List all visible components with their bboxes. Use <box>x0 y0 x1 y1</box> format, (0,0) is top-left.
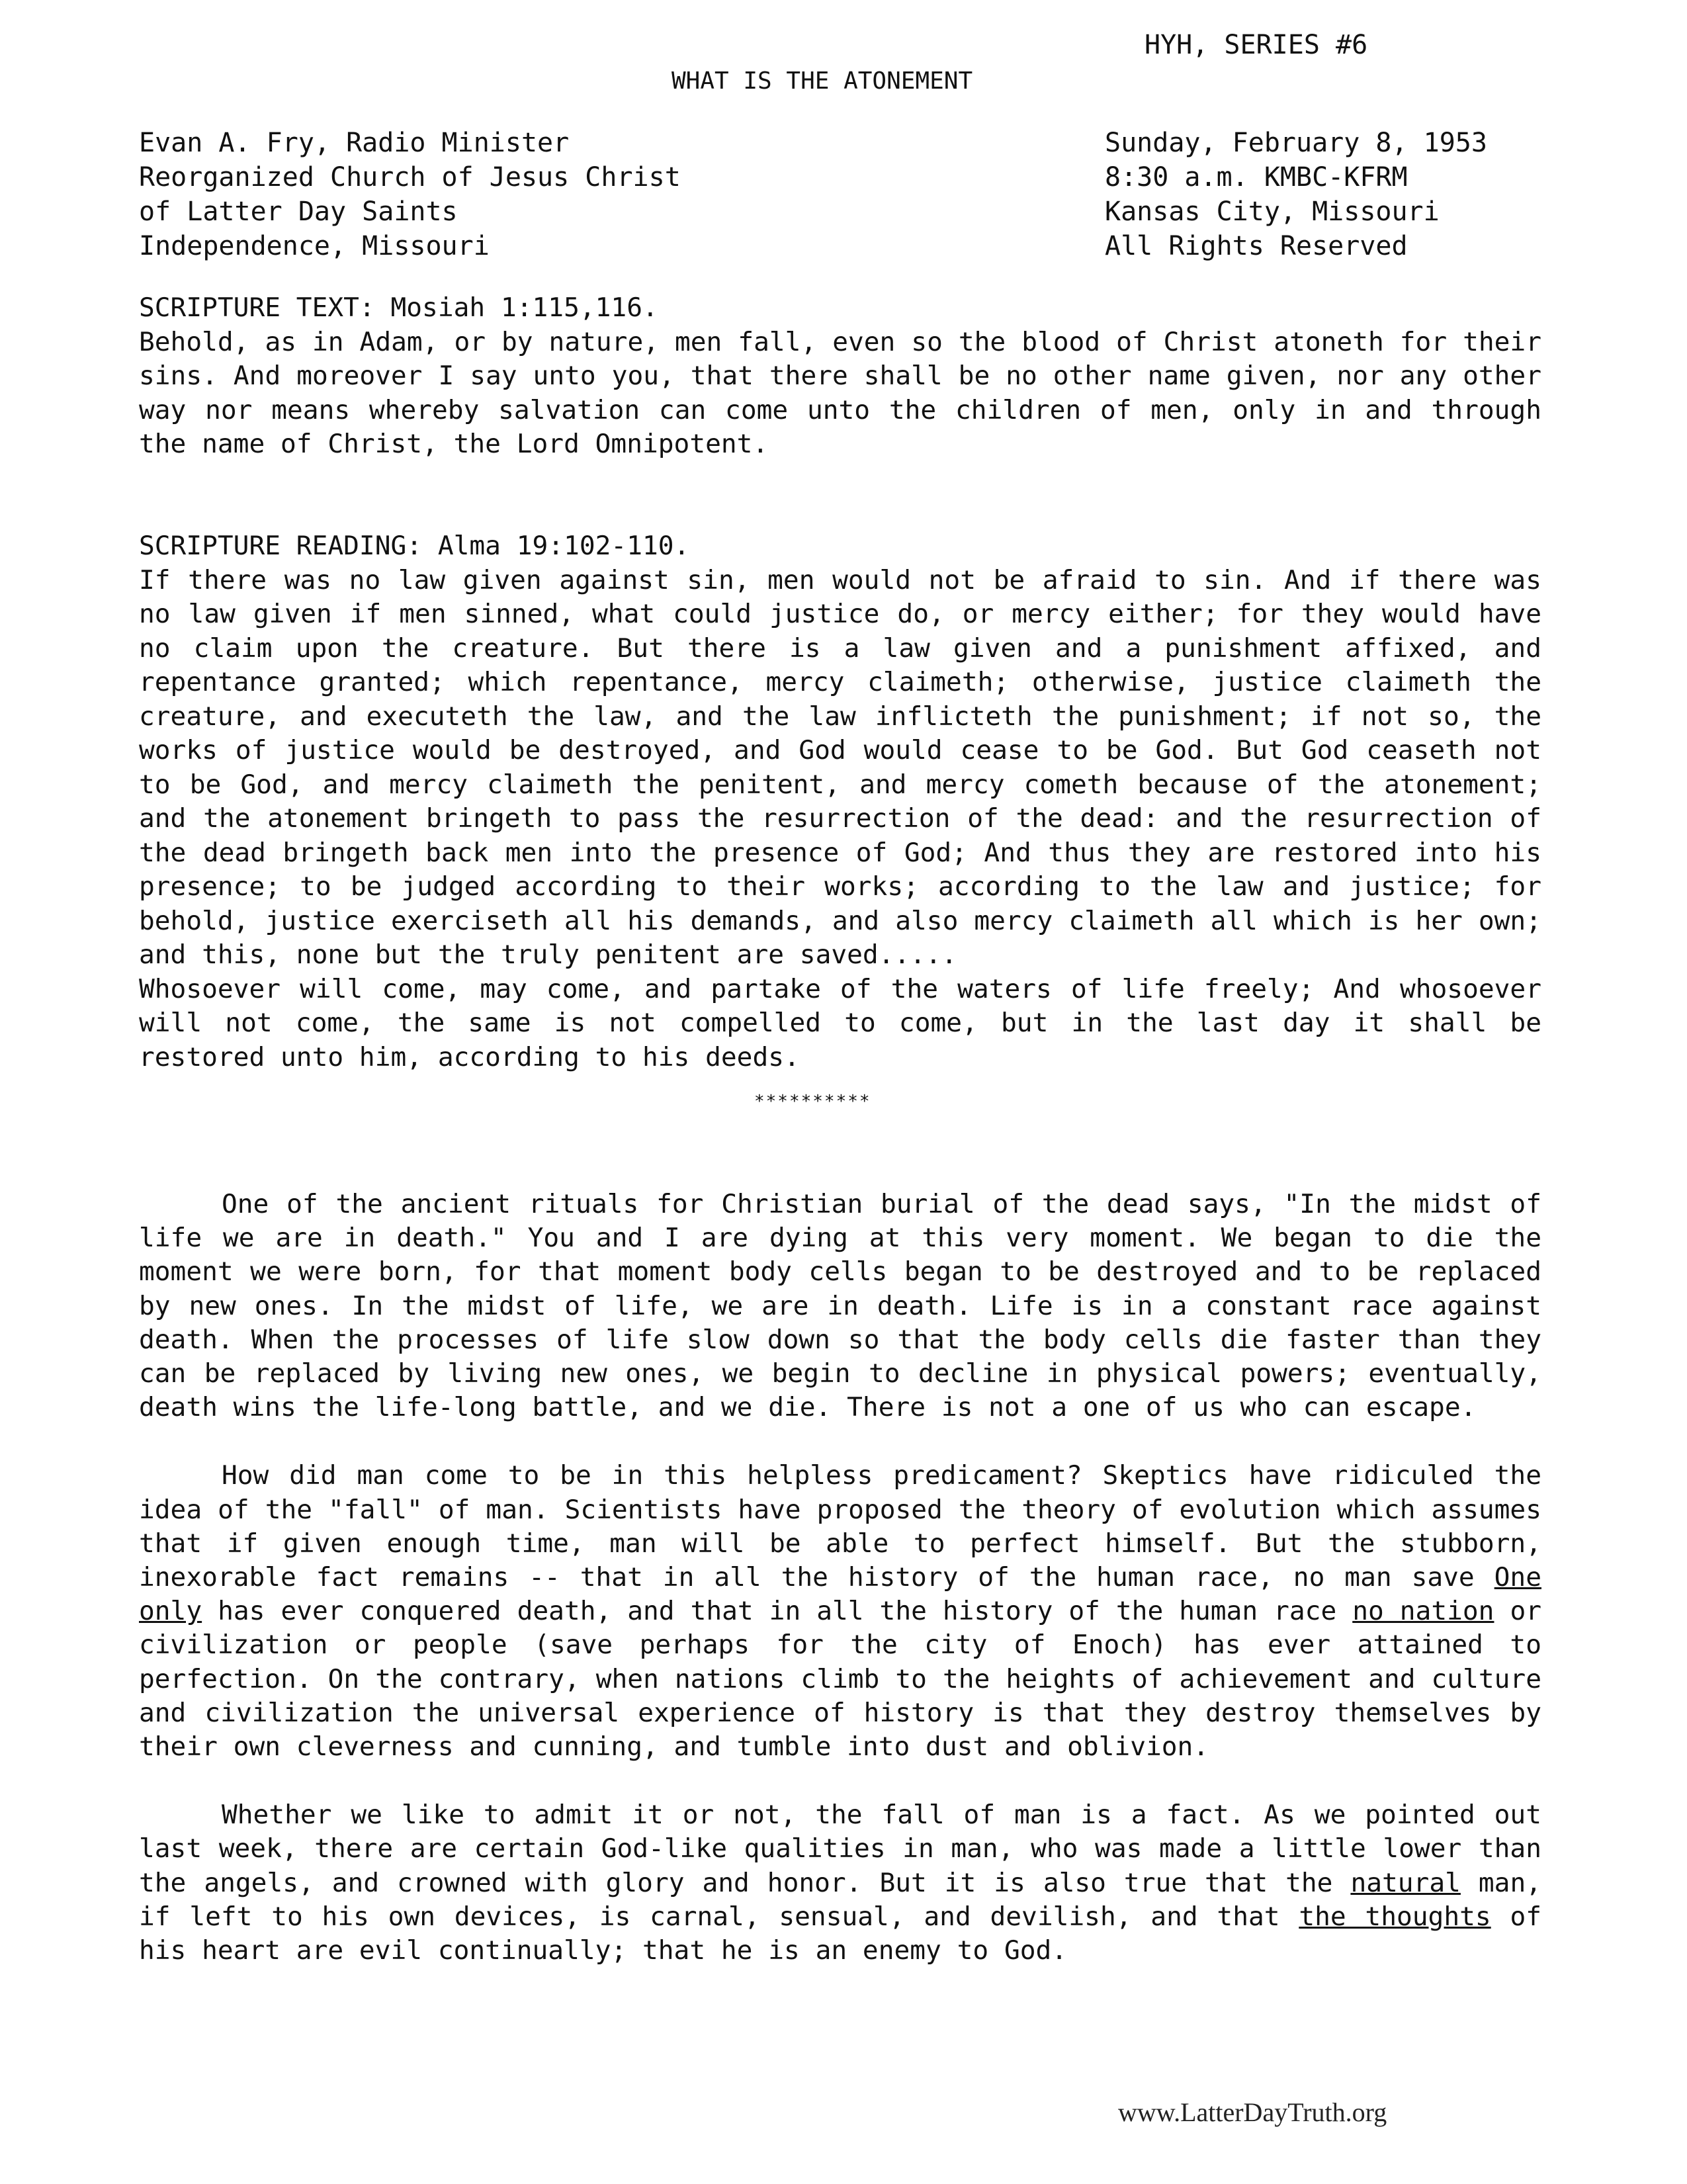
scripture-text-body: Behold, as in Adam, or by nature, men fall, even so the blood of Christ atoneth for their sins. And moreover I say unto you, that there shall be no other name given, nor any other way nor means whereby salvation can come unto the children of men, only in and through the name of Christ, the Lord Omnipotent. <box>139 326 1541 459</box>
underlined-text: the thoughts <box>1299 1901 1491 1932</box>
scripture-text-label: SCRIPTURE TEXT: Mosiah 1:115,116. <box>139 292 658 323</box>
section-separator: ********** <box>754 1092 871 1112</box>
scripture-reading-label: SCRIPTURE READING: Alma 19:102-110. <box>139 531 690 561</box>
author-line: Evan A. Fry, Radio Minister <box>139 128 570 158</box>
date-line: Sunday, February 8, 1953 <box>1105 128 1487 158</box>
underlined-text: One only <box>139 1562 1541 1627</box>
series-label: HYH, SERIES #6 <box>1145 30 1368 60</box>
time-station-line: 8:30 a.m. KMBC-KFRM <box>1105 162 1408 193</box>
document-title: WHAT IS THE ATONEMENT <box>671 67 973 95</box>
paragraph-text: Whether we like to admit it or not, the fall of man is a fact. As we pointed out last week, there are certain God-like qualities in man, who was made a little lower than the angels, and crowned with glory and honor. But it is also true that the <box>139 1800 1541 1898</box>
paragraph-text: or civilization or people (save perhaps for the city of Enoch) has ever attained to perfection. On the contrary, when nations climb to the heights of achievement and culture and civilization the universal experience of history is that they destroy themselves by their own cleverness and cunning, and tumble into dust and oblivion. <box>139 1596 1542 1763</box>
paragraph <box>139 1798 1541 1968</box>
rights-line: All Rights Reserved <box>1105 231 1408 261</box>
paragraph-text: of his heart are evil continually; that he is an enemy to God. <box>139 1901 1542 1966</box>
underlined-text: no nation <box>1352 1596 1494 1627</box>
organization-line: of Latter Day Saints <box>139 197 458 227</box>
footer-website: www.LatterDayTruth.org <box>1118 2097 1387 2127</box>
location-line: Independence, Missouri <box>139 231 490 261</box>
scripture-reading-section <box>139 529 1541 1074</box>
broadcast-location-line: Kansas City, Missouri <box>1105 197 1440 227</box>
organization-line: Reorganized Church of Jesus Christ <box>139 162 681 193</box>
sermon-body <box>139 1188 1541 2002</box>
paragraph-text: man, if left to his own devices, is carnal, sensual, and devilish, and that <box>139 1867 1542 1932</box>
paragraph-text: How did man come to be in this helpless predicament? Skeptics have ridiculed the idea of the "fall" of man. Scientists have proposed the theory of evolution which assumes that if given enough time, man will be able to perfect himself. But the stubborn, inexorable fact remains -- that in all the history of the human race, no man save <box>139 1460 1541 1593</box>
paragraph: One of the ancient rituals for Christian burial of the dead says, "In the midst of life we are in death." You and I are dying at this very moment. We began to die the moment we were born, for that moment body cells began to be destroyed and to be replaced by new ones. In the midst of life, we are in death. Life is in a constant race against death. When the processes of life slow down so that the body cells die faster than they can be replaced by living new ones, we begin to decline in physical powers; eventually, death wins the life-long battle, and we die. There is not a one of us who can escape. <box>139 1189 1541 1423</box>
scripture-reading-body: If there was no law given against sin, men would not be afraid to sin. And if there was no law given if men sinned, what could justice do, or mercy either; for they would have no claim upon the creature. But there is a law given and a punishment affixed, and repentance granted; which repentance, mercy claimeth; otherwise, justice claimeth the creature, and executeth the law, and the law inflicteth the punishment; if not so, the works of justice would be destroyed, and God would cease to be God. But God ceaseth not to be God, and mercy claimeth the penitent, and mercy cometh because of the atonement; and the atonement bringeth to pass the resurrection of the dead: and the resurrection of the dead bringeth back men into the presence of God; And thus they are restored into his presence; to be judged according to their works; according to the law and justice; for behold, justice exerciseth all his demands, and also mercy claimeth all which is her own; and this, none but the truly penitent are saved..... <box>139 564 1541 970</box>
author-block <box>139 126 681 263</box>
scripture-reading-body-continued: Whosoever will come, may come, and partake of the waters of life freely; And whosoever will not come, the same is not compelled to come, but in the last day it shall be restored unto him, according to his deeds. <box>139 973 1541 1072</box>
broadcast-info-block <box>1105 126 1487 263</box>
paragraph <box>139 1459 1541 1764</box>
scripture-text-section <box>139 291 1541 462</box>
underlined-text: natural <box>1350 1867 1461 1898</box>
paragraph-text: has ever conquered death, and that in all the history of the human race <box>202 1596 1353 1627</box>
